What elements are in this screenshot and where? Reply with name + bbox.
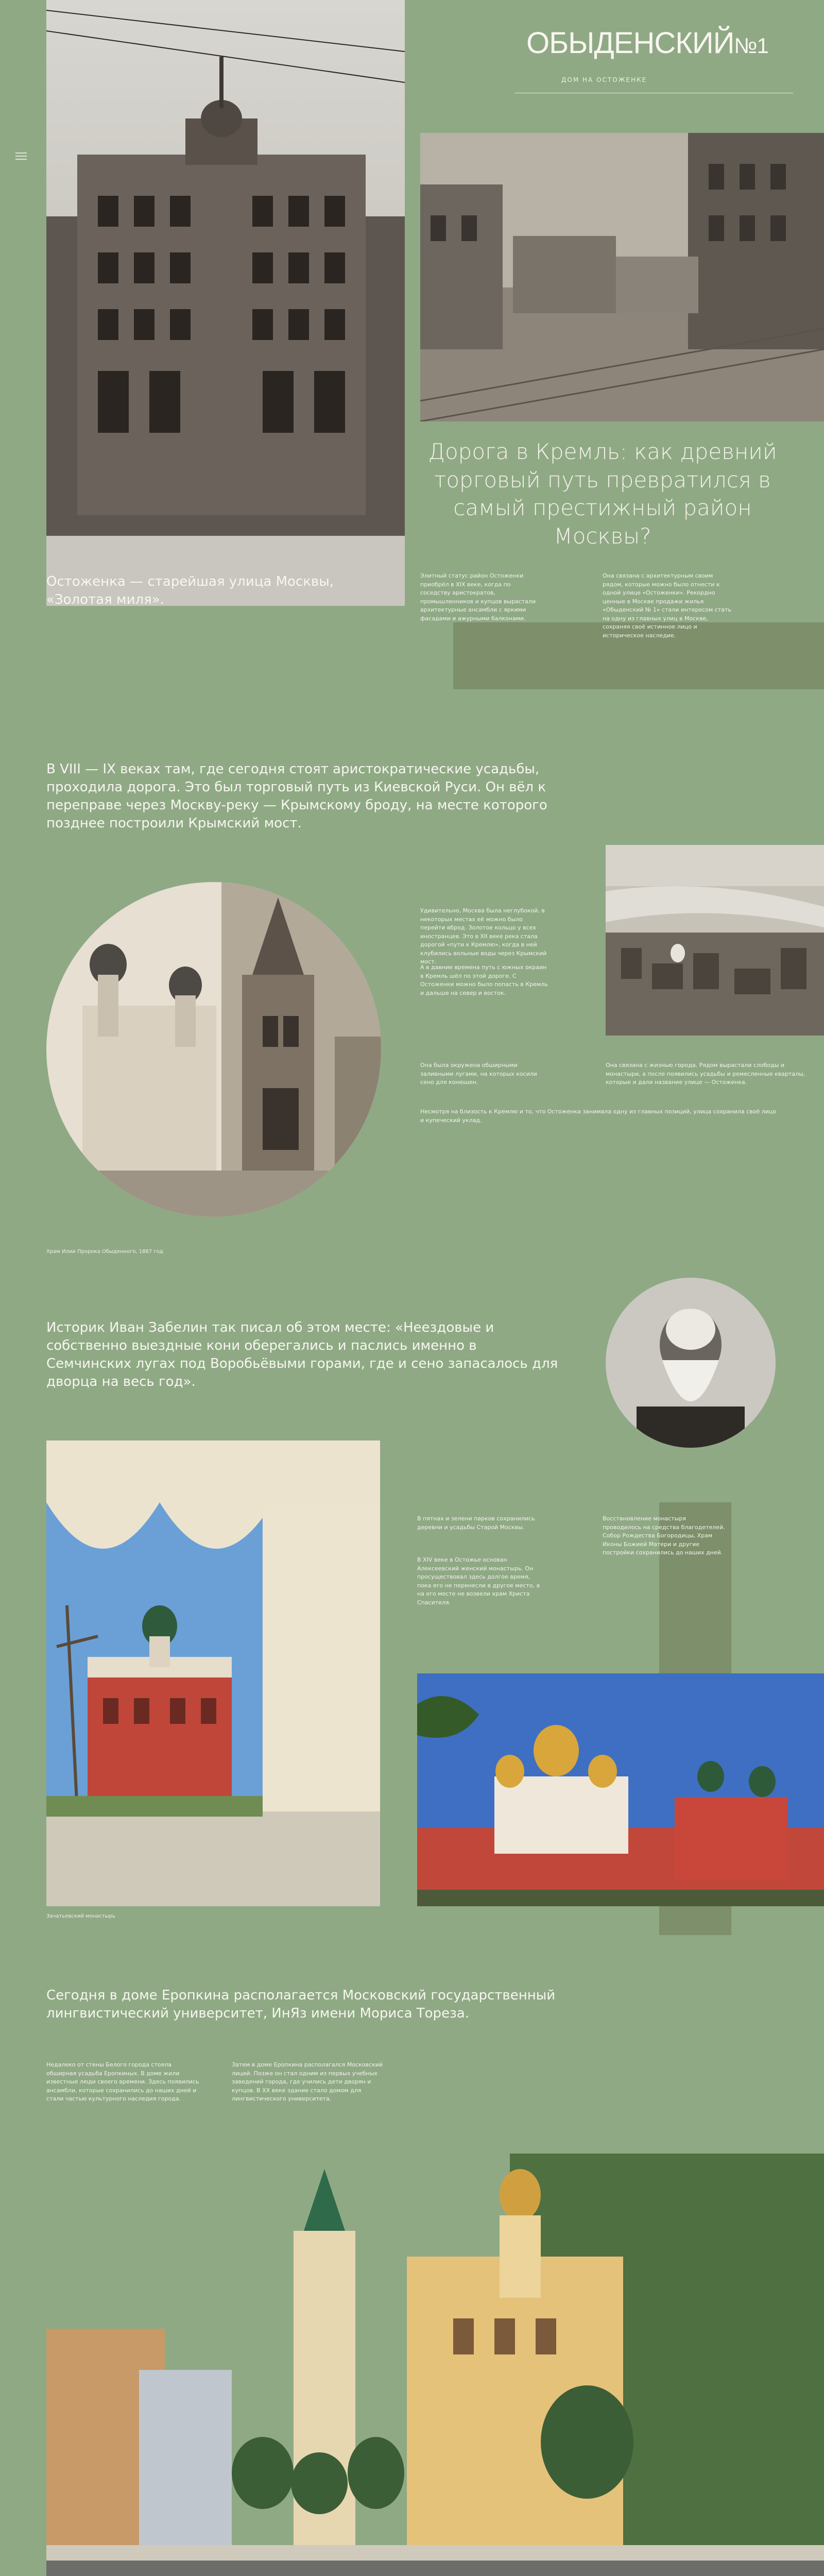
- university-lead: Сегодня в доме Еропкина располагается Московский государственный лингвистический университет, ИнЯз имени Мориса Тореза.: [46, 1988, 556, 2022]
- logo-main: ОБЫДЕНСКИЙ: [526, 26, 734, 60]
- logo-number: №1: [734, 33, 768, 58]
- university-col1: Недалеко от стены Белого города стояла обширная усадьба Еропкиных. В доме жили известные люди своего времени. Здесь появились ансамбли, которые сохранились до наших дней и стали частью культурного наследия города.: [46, 2061, 199, 2102]
- zabelin-quote: Историк Иван Забелин так писал об этом месте: «Неездовые и собственно выездные кони оберегались и паслись именно в Семчинских лугах под Воробьёвыми горами, где и сено запасалось для дворца на весь год».: [46, 1320, 558, 1390]
- history-col1c: Она была окружена обширными заливными лугами, на которых косили сено для конюшен.: [420, 1062, 537, 1086]
- monastery-col1b: В XIV веке в Остожье основан Алексеевский женский монастырь. Он просуществовал здесь долгое время, пока его не перенесли в другое место, а на его месте не возвели храм Христа Спасителя.: [417, 1556, 540, 1606]
- monastery-arch-photo: [46, 1440, 380, 1906]
- monastery-col2: Восстановление монастыря проводилось на средства благодетелей. Собор Рождества Богородицы, Храм Иконы Божией Матери и другие постройки сохранились до наших дней.: [603, 1515, 725, 1556]
- university-panorama-photo: [46, 2154, 824, 2576]
- hero-title: Дорога в Кремль: как древний торговый путь превратился в самый престижный район Москвы?: [428, 439, 777, 549]
- zabelin-portrait: [606, 1278, 776, 1448]
- church-photo-caption: Храм Илии Пророка Обыденного, 1887 год: [46, 1249, 163, 1255]
- history-col2b: Несмотря на близость к Кремлю и то, что Остоженка занимала одну из главных позиций, улица сохранила своё лицо и купеческий уклад.: [420, 1108, 777, 1124]
- menu-icon[interactable]: [15, 150, 27, 162]
- history-col1a: Удивительно, Москва была неглубокой, в некоторых местах её можно было перейти вброд. Золотое кольцо у всех иностранцев. Это в XII веке река стала дорогой «пути к Кремлю», когда в ней клубились вольные воды через Крымский мост.: [420, 907, 547, 965]
- monastery-domes-photo: [417, 1673, 824, 1906]
- hero-col1: Элитный статус район Остоженки приобрёл в XIX веке, когда по соседству аристократов, промышленников и купцов вырастали архитектурные ансамбли с яркими фасадами и ажурными балконами.: [420, 572, 536, 622]
- history-lead: В VIII — IX веках там, где сегодня стоят аристократические усадьбы, проходила дорога. Это был торговый путь из Киевской Руси. Он вёл к переправе через Москву-реку — Крымскому броду, на месте которого позднее построили Крымский мост.: [46, 761, 547, 832]
- hero-old-building-photo: [46, 0, 405, 606]
- history-col1b: А в давние времена путь с южных окраин в Кремль шёл по этой дороге. С Остоженки можно было попасть в Кремль и дальше на север и восток.: [420, 964, 548, 996]
- university-col2: Затем в доме Еропкина располагался Московский лицей. Позже он стал одним из первых учебных заведений города, где учились дети дворян и купцов. В XX веке здание стало домом для лингвистического университета.: [232, 2061, 383, 2102]
- hero-street-photo: [420, 133, 824, 421]
- river-panorama-photo: [606, 845, 824, 1036]
- logo-subtitle: ДОМ НА ОСТОЖЕНКЕ: [561, 76, 647, 83]
- monastery-col1a: В пятнах и зелени парков сохранились деревни и усадьбы Старой Москвы.: [417, 1515, 535, 1531]
- logo[interactable]: [526, 26, 768, 60]
- monastery-caption: Зачатьевский монастырь: [46, 1913, 115, 1919]
- church-circle-photo: [46, 882, 381, 1217]
- hero-col2: Она связана с архитектурным своим рядом, которые можно было отнести к одной улице «Остоженки». Рекордно ценные в Москве продажи жилья «Обыденский № 1» стали интересом стать на одну из главных улиц в Москве, сохраняя своё истинное лицо и историческое наследие.: [603, 572, 731, 639]
- hero-lead: Остоженка — старейшая улица Москвы, «Золотая миля».: [46, 574, 334, 608]
- history-col2a-visible: Она связана с жизнью города. Рядом вырастали слободы и монастыри, а после появились усадьбы и ремесленные кварталы, которые и дали название улице — Остоженка.: [606, 1062, 805, 1086]
